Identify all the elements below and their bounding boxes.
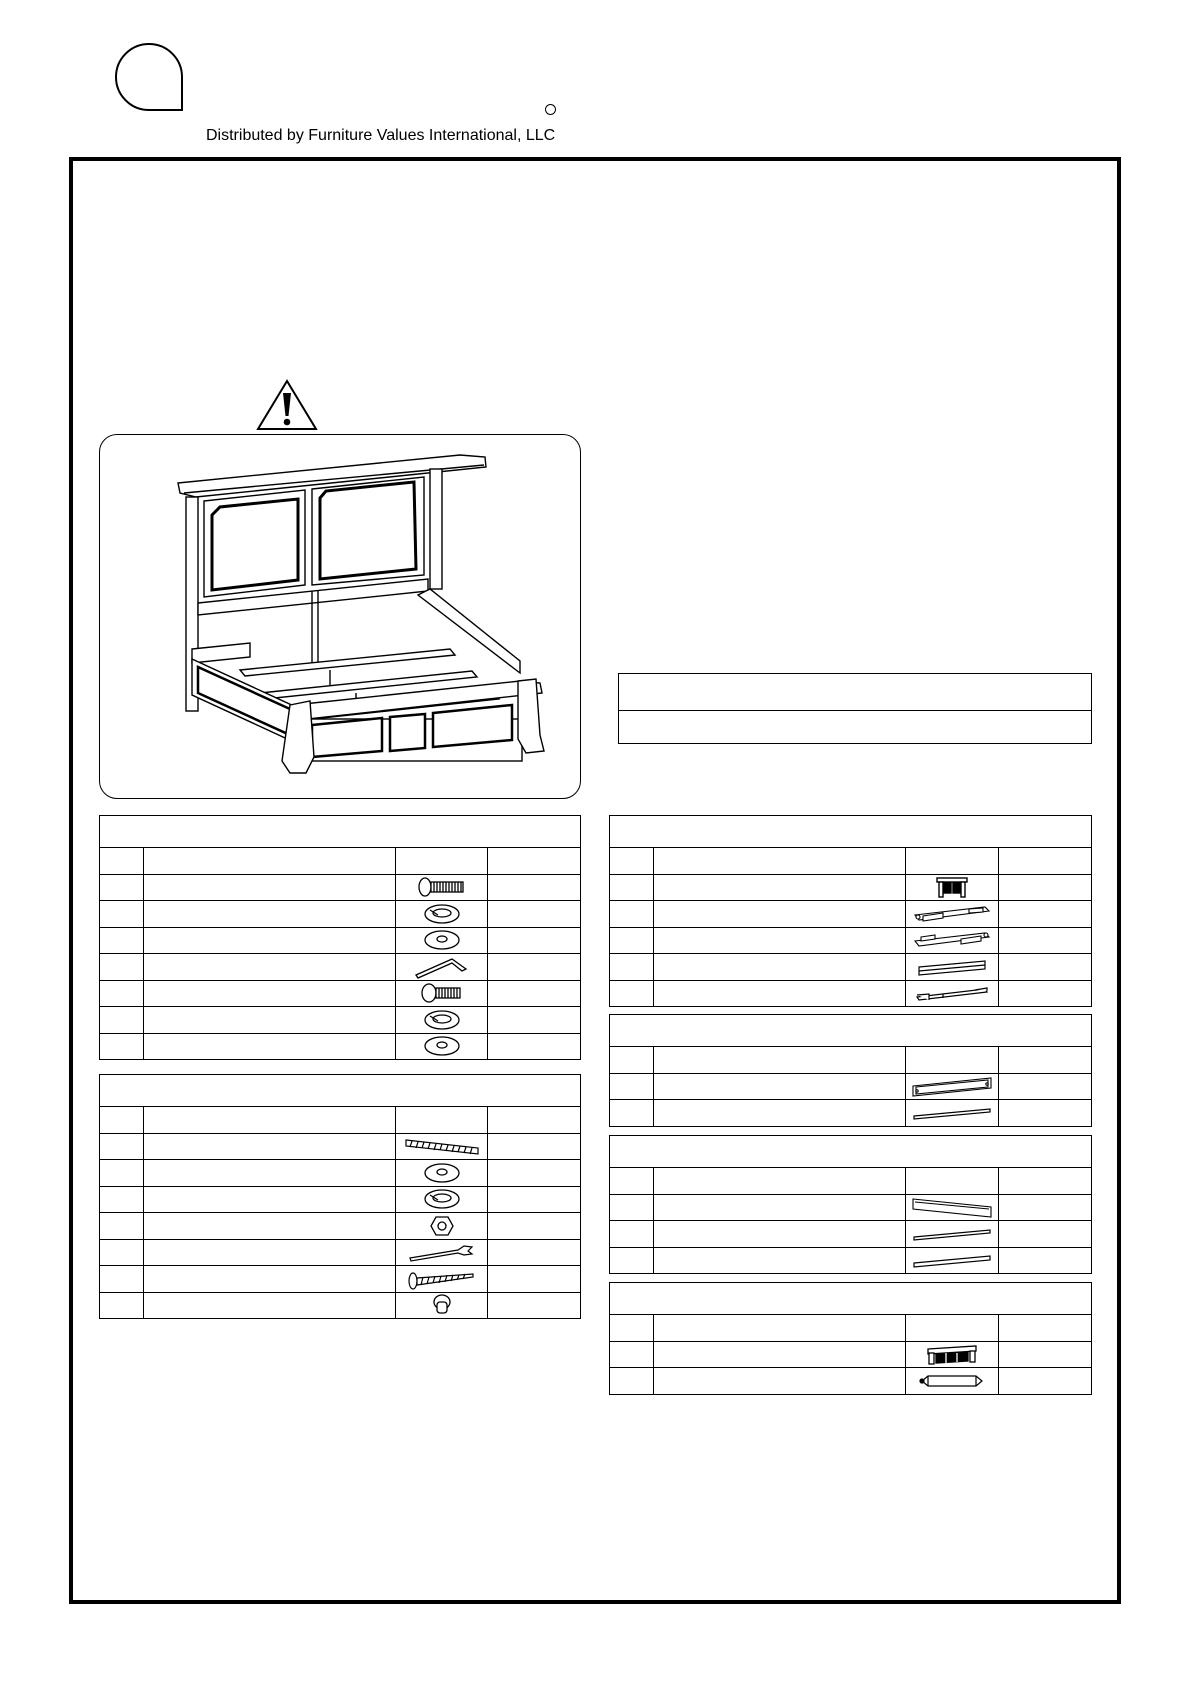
table-row xyxy=(610,1194,1092,1221)
threaded-rod-icon xyxy=(404,1136,480,1156)
table-row xyxy=(610,954,1092,981)
table-row xyxy=(610,874,1092,901)
parts-table-b xyxy=(609,1014,1092,1127)
table-row xyxy=(610,1341,1092,1368)
table-row xyxy=(610,1221,1092,1248)
table-row xyxy=(100,1133,581,1160)
column-header-row xyxy=(100,1107,581,1134)
column-header-row xyxy=(610,1168,1092,1195)
flat-washer-icon xyxy=(422,929,462,951)
table-header xyxy=(610,1283,1092,1315)
table-row xyxy=(610,927,1092,954)
info-box xyxy=(618,673,1092,744)
hardware-table-b xyxy=(99,1074,581,1319)
hardware-table-a xyxy=(99,815,581,1060)
warning-icon xyxy=(256,379,318,436)
table-row xyxy=(610,1073,1092,1100)
table-row xyxy=(100,954,581,981)
parts-table-d xyxy=(609,1282,1092,1395)
headboard-icon xyxy=(935,876,969,898)
table-row xyxy=(100,980,581,1007)
side-rail-icon xyxy=(913,903,991,925)
flat-washer-icon xyxy=(422,1035,462,1057)
column-header-row xyxy=(100,848,581,875)
table-row xyxy=(100,1160,581,1187)
table-row xyxy=(610,901,1092,928)
table-row xyxy=(100,927,581,954)
lock-washer-icon xyxy=(422,1009,462,1031)
wrench-icon xyxy=(408,1242,476,1262)
table-row xyxy=(100,1292,581,1319)
side-rail-icon xyxy=(913,929,991,951)
wood-screw-icon xyxy=(407,1268,477,1290)
table-row xyxy=(610,1368,1092,1395)
distributor-line: Distributed by Furniture Values International, LLC xyxy=(206,127,556,144)
bolt-icon xyxy=(417,876,467,898)
table-row xyxy=(100,1266,581,1293)
table-header xyxy=(100,816,581,848)
footboard-icon xyxy=(911,1074,993,1098)
bed-illustration-panel xyxy=(99,434,581,799)
slat-icon xyxy=(912,1105,992,1121)
bed-illustration xyxy=(100,435,582,800)
parts-table-c xyxy=(609,1135,1092,1274)
lock-washer-icon xyxy=(422,903,462,925)
table-row xyxy=(100,901,581,928)
table-row xyxy=(100,1007,581,1034)
parts-table-a xyxy=(609,815,1092,1007)
slat-icon xyxy=(915,957,989,977)
company-logo xyxy=(115,43,183,111)
footboard-icon xyxy=(926,1343,978,1365)
table-header xyxy=(610,1015,1092,1047)
lock-washer-icon xyxy=(422,1188,462,1210)
table-row xyxy=(610,980,1092,1007)
column-header-row xyxy=(610,1315,1092,1342)
table-row xyxy=(100,1213,581,1240)
center-support-icon xyxy=(918,1372,986,1390)
cap-nut-icon xyxy=(430,1293,454,1317)
table-row xyxy=(100,874,581,901)
table-row xyxy=(100,1239,581,1266)
slat-icon xyxy=(912,1252,992,1268)
side-rail-icon xyxy=(911,1195,993,1219)
flat-washer-icon xyxy=(422,1162,462,1184)
column-header-row xyxy=(610,848,1092,875)
nut-icon xyxy=(429,1214,455,1238)
table-row xyxy=(610,1100,1092,1127)
column-header-row xyxy=(610,1047,1092,1074)
table-header xyxy=(610,816,1092,848)
table-header xyxy=(610,1136,1092,1168)
slat-icon xyxy=(915,983,989,1003)
bolt-icon xyxy=(420,982,464,1004)
registered-mark-icon xyxy=(545,104,556,115)
allen-key-icon xyxy=(412,955,472,979)
table-header xyxy=(100,1075,581,1107)
slat-icon xyxy=(912,1226,992,1242)
table-row xyxy=(610,1247,1092,1274)
table-row xyxy=(100,1186,581,1213)
table-row xyxy=(100,1033,581,1060)
